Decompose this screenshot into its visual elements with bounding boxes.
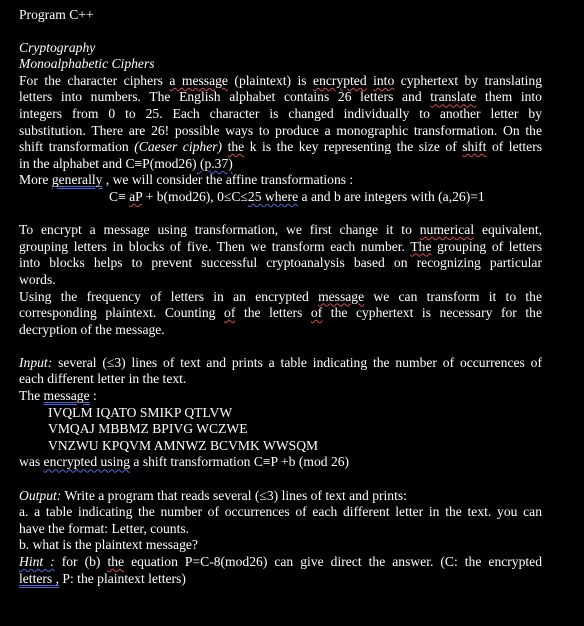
program-title: Program C++: [19, 7, 94, 22]
encrypted-note: was encrypted using a shift transformation C≡P +b (mod 26): [19, 454, 350, 470]
spacer: [19, 206, 542, 223]
spacer: [19, 338, 542, 355]
para2-line7: decryption of the message.: [19, 321, 165, 337]
input-label: Input:: [19, 354, 53, 370]
affine-formula: C≡ aP + b(mod26), 0≤C≤25 where a and b are integers with (a,26)=1: [109, 188, 485, 204]
para1-line5: shift transformation (Caeser cipher) the k is the key representing the size of shift of letters: [19, 139, 543, 155]
hint-line2: letters , P: the plaintext letters): [19, 570, 186, 586]
cipher-line-1: IVQLM IQATO SMIKP QTLVW: [48, 404, 233, 420]
para1-line2: letters into numbers. The English alphabet contains 26 letters and translate them into: [19, 89, 542, 105]
para1-line4: substitution. There are 26! possible ways to produce a monographic transformation. On the: [19, 122, 542, 138]
output-line1: Output: Write a program that reads several (≤3) lines of text and prints:: [19, 487, 407, 503]
para2-line1: To encrypt a message using transformation, we first change it to numerical equivalent,: [19, 222, 542, 238]
message-heading: The message :: [19, 388, 97, 404]
hint-line: Hint : for (b) the equation P=C-8(mod26) can give direct the answer. (C: the encrypted: [19, 554, 542, 569]
output-line4: b. what is the plaintext message?: [19, 537, 198, 553]
output-line3: have the format: Letter, counts.: [19, 520, 190, 536]
para2-line4: words.: [19, 271, 56, 287]
output-line2: a. a table indicating the number of occurrences of each different letter in the text. you can: [19, 504, 542, 520]
cipher-line-2: VMQAJ MBBMZ BPIVG WCZWE: [48, 421, 248, 437]
heading-cryptography: Cryptography: [19, 39, 96, 55]
para1-line1: For the character ciphers a message (plaintext) is encrypted into cyphertext by translating: [19, 72, 543, 88]
heading-monoalphabetic: Monoalphabetic Ciphers: [19, 56, 155, 72]
para1-line6: in the alphabet and C≡P(mod26) (p.37): [19, 155, 233, 171]
para2-line2: grouping letters in blocks of five. Then we transform each number. The grouping of letters: [19, 238, 542, 254]
cipher-line-3: VNZWU KPQVM AMNWZ BCVMK WWSQM: [48, 437, 319, 453]
output-label: Output:: [19, 487, 62, 503]
input-line1: Input: several (≤3) lines of text and prints a table indicating the number of occurrences of: [19, 354, 542, 370]
para2-line3: into blocks helps to prevent successful cryptoanalysis based on recognizing particular: [19, 255, 542, 271]
spacer: [19, 471, 542, 488]
para1-line7: More generally , we will consider the affine transformations :: [19, 172, 354, 188]
input-line2: each different letter in the text.: [19, 371, 187, 387]
para2-line5: Using the frequency of letters in an encrypted message we can transform it to the: [19, 288, 542, 304]
para2-line6: corresponding plaintext. Counting of the letters of the cyphertext is necessary for the: [19, 305, 542, 321]
para1-line3: integers from 0 to 25. Each character is changed individually to another letter by: [19, 105, 542, 121]
hint-label: Hint :: [19, 554, 55, 569]
